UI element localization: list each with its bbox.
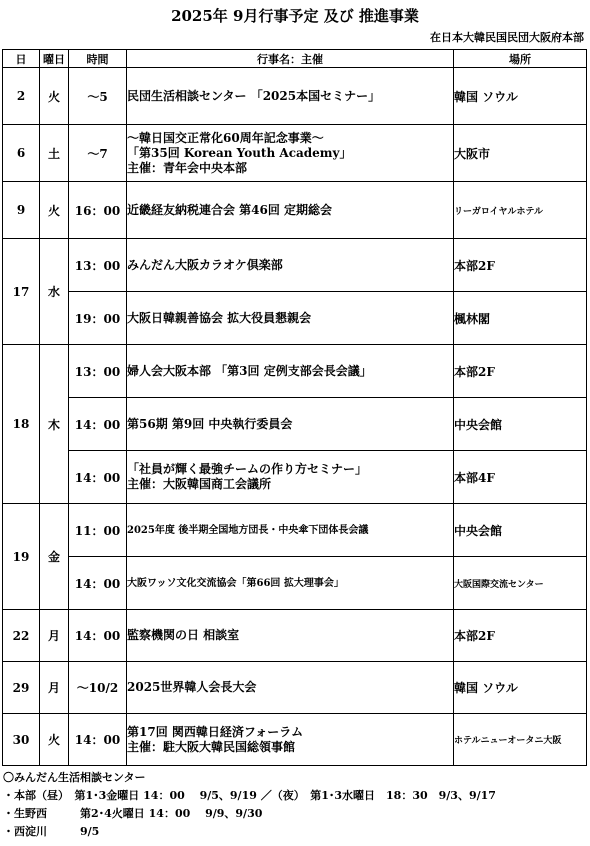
day-cell: 18	[3, 345, 40, 504]
table-row	[3, 292, 587, 345]
table-header-row	[3, 50, 587, 68]
header-time: 時間	[69, 50, 127, 68]
event-line: 2025世界韓人会長大会	[127, 680, 257, 694]
event-line: 監察機関の日 相談室	[127, 628, 240, 642]
place-cell: 本部2F	[454, 610, 587, 662]
event-line: ～韓日国交正常化60周年記念事業～	[127, 130, 324, 145]
event-line: 婦人会大阪本部 「第3回 定例支部会長会議」	[127, 363, 372, 378]
event-cell	[127, 68, 454, 125]
event-line: 「第35回 Korean Youth Academy」	[127, 145, 352, 160]
weekday-cell: 金	[40, 504, 69, 610]
weekday-cell: 土	[40, 125, 69, 182]
place-cell: 中央会館	[454, 504, 587, 557]
event-cell	[127, 182, 454, 239]
time-cell: 13：00	[69, 239, 127, 292]
table-row	[3, 68, 587, 125]
event-line: 2025年度 後半期全国地方団長・中央傘下団体長会議	[127, 524, 369, 536]
table-row	[3, 662, 587, 714]
place-cell: 本部4F	[454, 451, 587, 504]
schedule-table	[2, 49, 587, 766]
time-cell: 14：00	[69, 714, 127, 766]
organization-name: 在日本大韓民国民団大阪府本部	[430, 31, 584, 44]
time-cell: 14：00	[69, 610, 127, 662]
weekday-cell: 水	[40, 239, 69, 345]
time-cell: 19：00	[69, 292, 127, 345]
table-row	[3, 125, 587, 182]
table-row	[3, 398, 587, 451]
event-cell	[127, 292, 454, 345]
event-cell	[127, 398, 454, 451]
event-cell	[127, 451, 454, 504]
day-cell: 9	[3, 182, 40, 239]
table-row	[3, 504, 587, 557]
event-cell	[127, 662, 454, 714]
weekday-cell: 火	[40, 182, 69, 239]
day-cell: 17	[3, 239, 40, 345]
day-cell: 22	[3, 610, 40, 662]
place-cell: 本部2F	[454, 239, 587, 292]
day-cell: 2	[3, 68, 40, 125]
header-day: 日	[3, 50, 40, 68]
notes-heading: 〇みんだん生活相談センター	[3, 771, 146, 784]
day-cell: 6	[3, 125, 40, 182]
event-cell	[127, 125, 454, 182]
event-organizer: 主催：青年会中央本部	[127, 160, 248, 175]
time-cell: ～7	[69, 125, 127, 182]
notes-line: ・本部（昼） 第1･3金曜日 14：00 9/5、9/19 ／（夜） 第1･3水曜日 18：30 9/3、9/17	[3, 789, 496, 802]
time-cell: 11：00	[69, 504, 127, 557]
table-row	[3, 557, 587, 610]
day-cell: 30	[3, 714, 40, 766]
time-cell: 13：00	[69, 345, 127, 398]
event-line: 「社員が輝く最強チームの作り方セミナー」	[127, 462, 368, 476]
event-line: 民団生活相談センター 「2025本国セミナー」	[127, 88, 381, 103]
event-cell	[127, 714, 454, 766]
event-organizer: 主催：駐大阪大韓民国総領事館	[127, 739, 296, 754]
event-cell	[127, 557, 454, 610]
table-row	[3, 345, 587, 398]
place-cell: 韓国 ソウル	[454, 68, 587, 125]
event-line: みんだん大阪カラオケ倶楽部	[127, 257, 283, 272]
event-cell	[127, 239, 454, 292]
place-cell: 大阪国際交流センター	[454, 557, 587, 610]
page-title: 2025年 9月行事予定 及び 推進事業	[171, 7, 419, 25]
table-row	[3, 451, 587, 504]
time-cell: ～5	[69, 68, 127, 125]
event-line: 近畿経友納税連合会 第46回 定期総会	[127, 202, 333, 217]
header-place: 場所	[454, 50, 587, 68]
weekday-cell: 月	[40, 610, 69, 662]
place-cell: 大阪市	[454, 125, 587, 182]
weekday-cell: 月	[40, 662, 69, 714]
place-cell: 韓国 ソウル	[454, 662, 587, 714]
event-line: 第17回 関西韓日経済フォーラム	[127, 724, 304, 739]
place-cell: リーガロイヤルホテル	[454, 182, 587, 239]
day-cell: 19	[3, 504, 40, 610]
header-weekday: 曜日	[40, 50, 69, 68]
event-cell	[127, 610, 454, 662]
place-cell: 楓林閣	[454, 292, 587, 345]
time-cell: 14：00	[69, 398, 127, 451]
place-cell: 中央会館	[454, 398, 587, 451]
weekday-cell: 木	[40, 345, 69, 504]
event-cell	[127, 345, 454, 398]
table-row	[3, 610, 587, 662]
table-row	[3, 714, 587, 766]
event-line: 第56期 第9回 中央執行委員会	[127, 416, 293, 431]
table-row	[3, 239, 587, 292]
time-cell: 14：00	[69, 557, 127, 610]
table-row	[3, 182, 587, 239]
place-cell: ホテルニューオータニ大阪	[454, 714, 587, 766]
event-line: 大阪日韓親善協会 拡大役員懇親会	[127, 310, 312, 325]
event-cell	[127, 504, 454, 557]
event-line: 大阪ワッソ文化交流協会「第66回 拡大理事会」	[127, 577, 344, 589]
event-organizer: 主催：大阪韓国商工会議所	[127, 477, 272, 491]
notes-line: ・生野西 第2･4火曜日 14：00 9/9、9/30	[3, 807, 263, 820]
weekday-cell: 火	[40, 68, 69, 125]
time-cell: 14：00	[69, 451, 127, 504]
day-cell: 29	[3, 662, 40, 714]
time-cell: ～10/2	[69, 662, 127, 714]
time-cell: 16：00	[69, 182, 127, 239]
notes-line: ・西淀川 9/5	[3, 825, 100, 838]
header-event: 行事名：主催	[127, 50, 454, 68]
consultation-notes	[3, 769, 588, 841]
weekday-cell: 火	[40, 714, 69, 766]
place-cell: 本部2F	[454, 345, 587, 398]
